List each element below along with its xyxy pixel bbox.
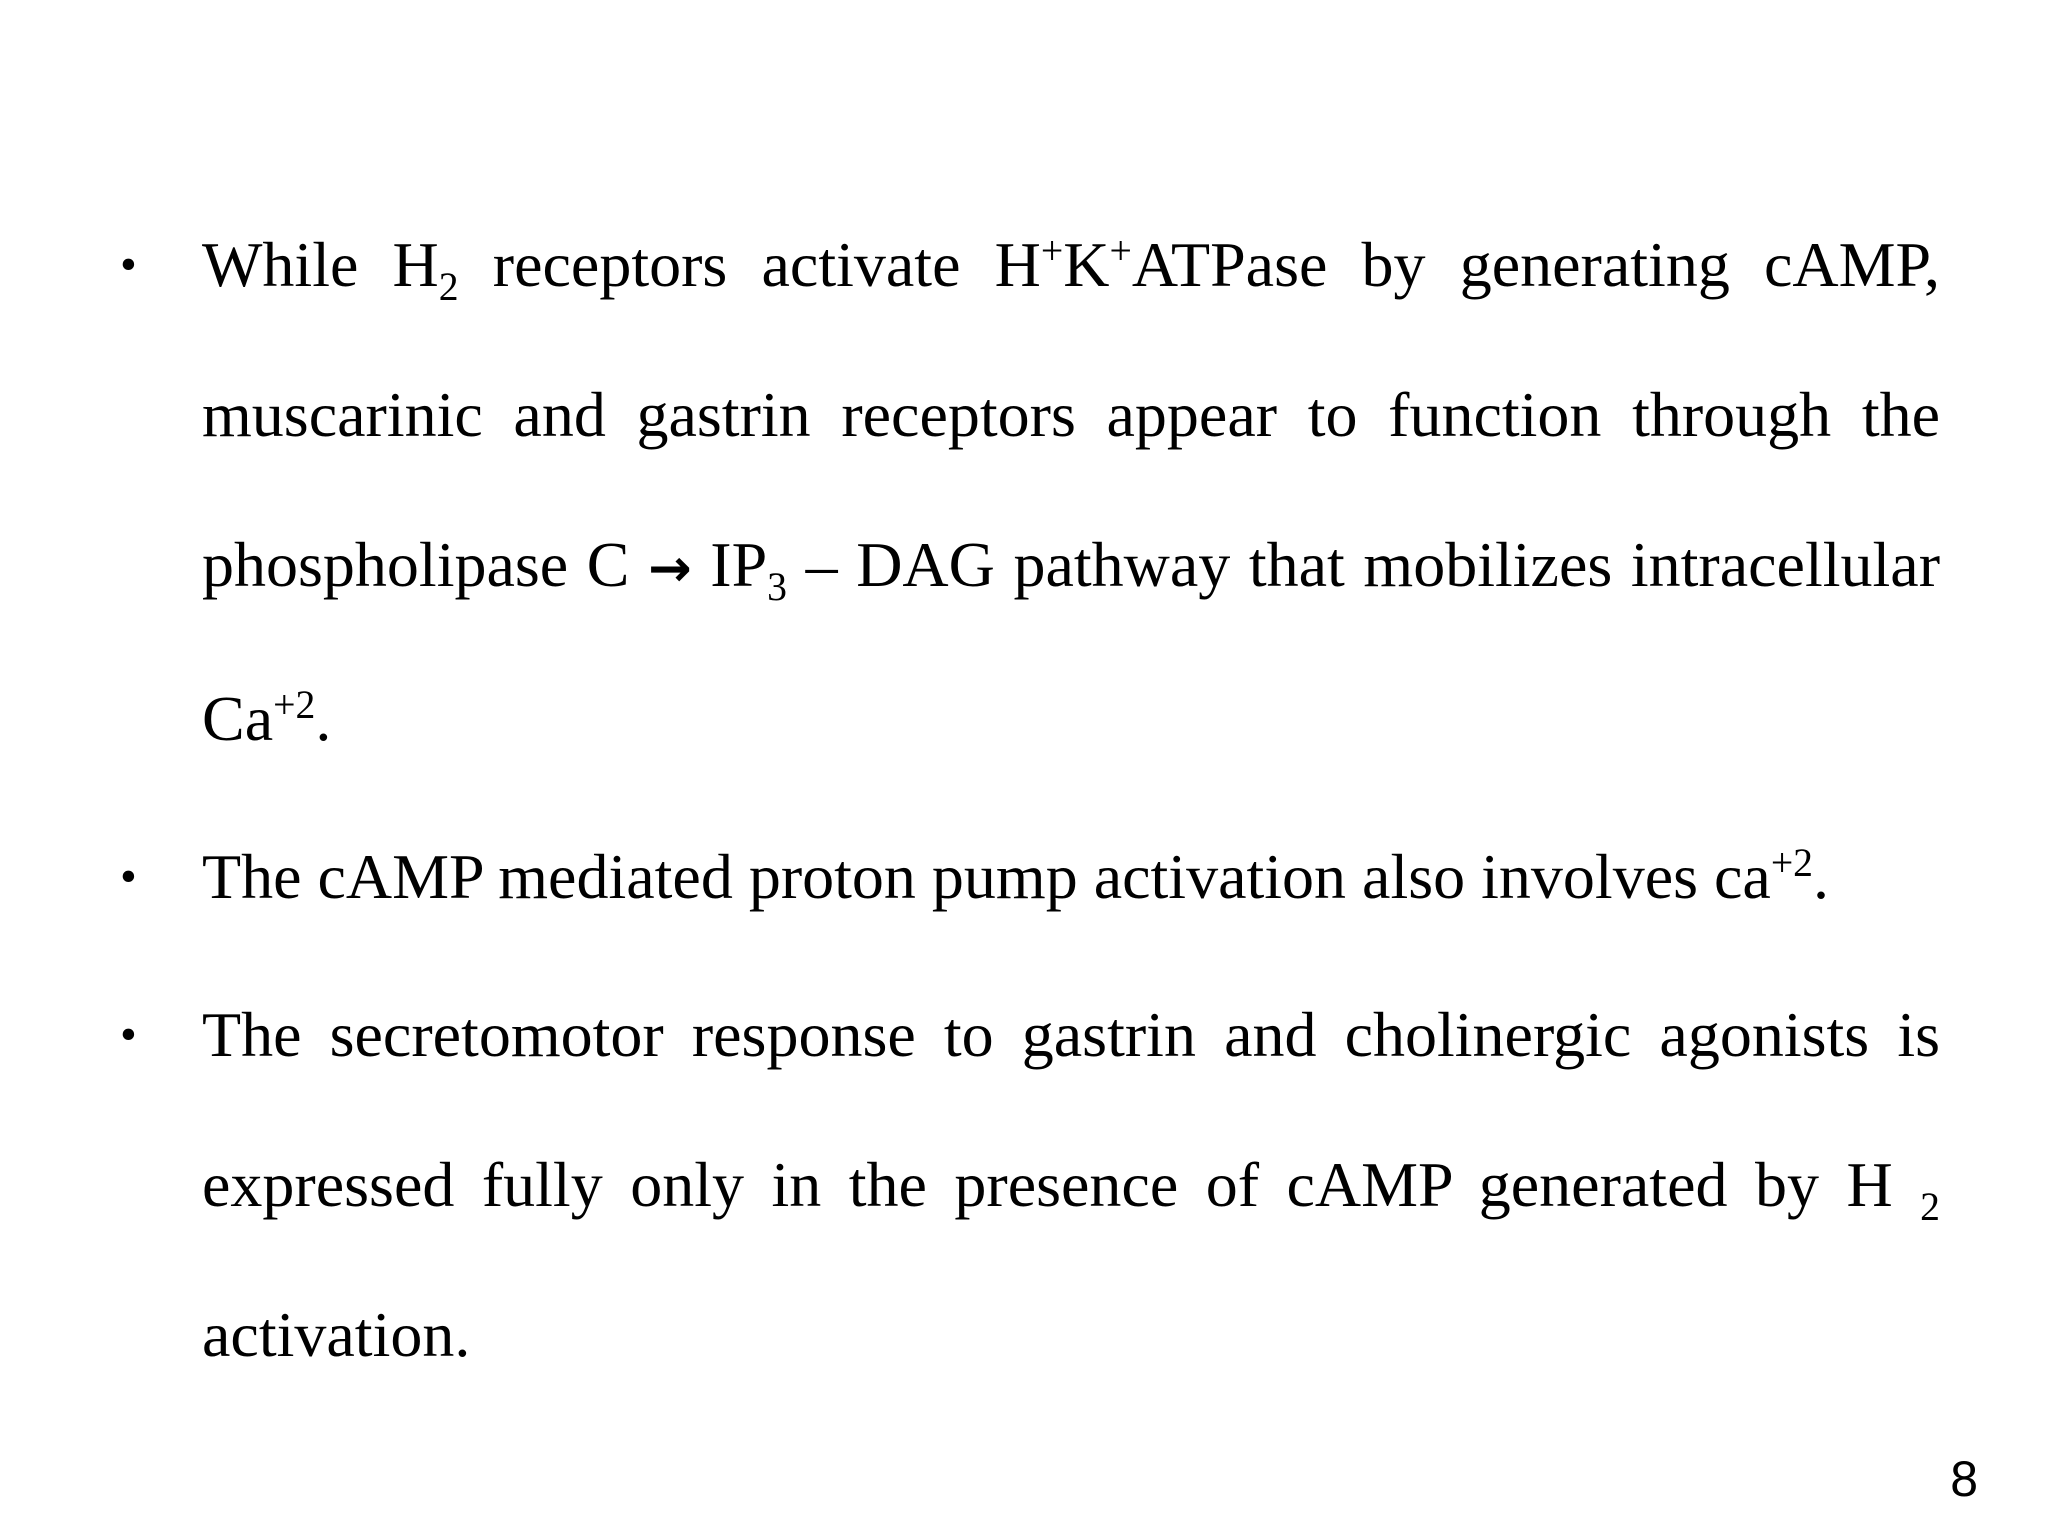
bullet-list — [120, 190, 1940, 1418]
bullet-icon: • — [120, 850, 137, 903]
bullet-icon: • — [120, 238, 137, 291]
bullet-item-secretomotor-response — [120, 960, 1940, 1410]
bullet-item-camp-proton-pump — [120, 802, 1940, 952]
bullet-text: The cAMP mediated proton pump activation also involves $ca^{+2}$. — [202, 841, 1830, 912]
right-arrow-icon: → — [648, 539, 692, 599]
page-number: 8 — [1950, 1451, 1978, 1507]
bullet-icon: • — [120, 1008, 137, 1061]
bullet-text: While $H_2$ receptors activate H+K+ATPase by generating cAMP, muscarinic and gastrin receptors appear to function through the phospholipase $C \to IP_3$ – DAG pathway that mobilizes intracellular $Ca^{+2}$. — [202, 229, 1941, 754]
bullet-item-h2-receptors — [120, 190, 1940, 794]
bullet-text: The secretomotor response to gastrin and cholinergic agonists is expressed fully only in the presence of cAMP generated by H $_2$ activation. — [202, 999, 1940, 1370]
